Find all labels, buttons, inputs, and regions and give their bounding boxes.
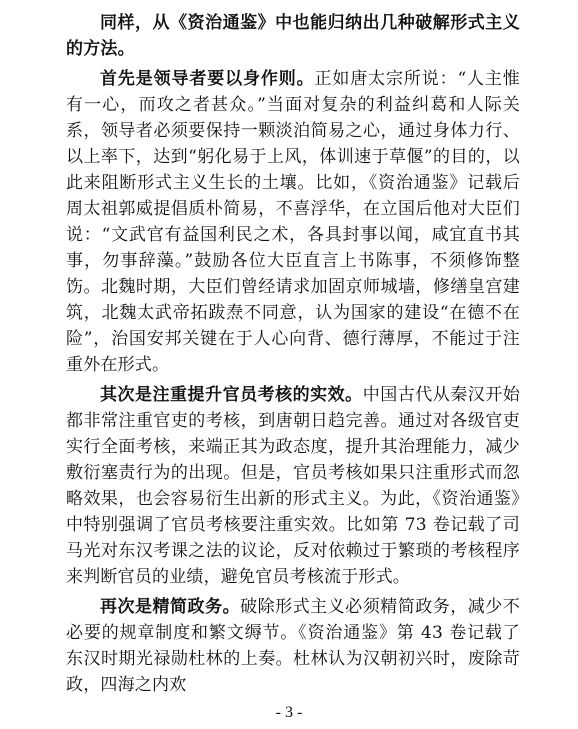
paragraph-body: 破除形式主义必须精简政务，减少不必要的规章制度和繁文缛节。《资治通鉴》第 43 卷记载了东汉时期光禄勋杜林的上奏。杜林认为汉朝初兴时，废除苛政，四海之内欢 [66,597,520,695]
paragraph-leadership [66,66,520,378]
paragraph-lead: 首先是领导者要以身作则。 [100,69,315,89]
section-heading: 同样，从《资治通鉴》中也能归纳出几种破解形式主义的方法。 [66,13,520,59]
paragraph-streamline-affairs [66,594,520,698]
paragraph-body: 中国古代从秦汉开始都非常注重官吏的考核，到唐朝日趋完善。通过对各级官吏实行全面考核，来端正其为政态度，提升其治理能力，减少敷衍塞责行为的出现。但是，官员考核如果只注重形式而忽略效果，也会容易衍生出新的形式主义。为此，《资治通鉴》中特别强调了官员考核要注重实效。比如第 73 卷记载了司马光对东汉考课之法的议论，反对依赖过于繁琐的考核程序来判断官员的业绩，避免官员考核流于形式。 [66,385,520,587]
paragraph-lead: 再次是精简政务。 [100,597,241,617]
paragraph-official-assessment [66,382,520,590]
paragraph-body: 正如唐太宗所说：“人主惟有一心，而攻之者甚众。”当面对复杂的利益纠葛和人际关系，领导者必须要保持一颗淡泊简易之心，通过身体力行、以上率下，达到“躬化易于上风，体训速于草偃”的目的，以此来阻断形式主义生长的土壤。比如，《资治通鉴》记载后周太祖郭威提倡质朴简易，不喜浮华，在立国后他对大臣们说：“文武官有益国利民之术，各具封事以闻，咸宜直书其事，勿事辞藻。”鼓励各位大臣直言上书陈事，不须修饰整饬。北魏时期，大臣们曾经请求加固京师城墙，修缮皇宫建筑，北魏太武帝拓跋焘不同意，认为国家的建设“在德不在险”，治国安邦关键在于人心向背、德行薄厚，不能过于注重外在形式。 [66,69,521,375]
paragraph-lead: 其次是注重提升官员考核的实效。 [100,385,363,405]
page-number: - 3 - [275,704,303,721]
